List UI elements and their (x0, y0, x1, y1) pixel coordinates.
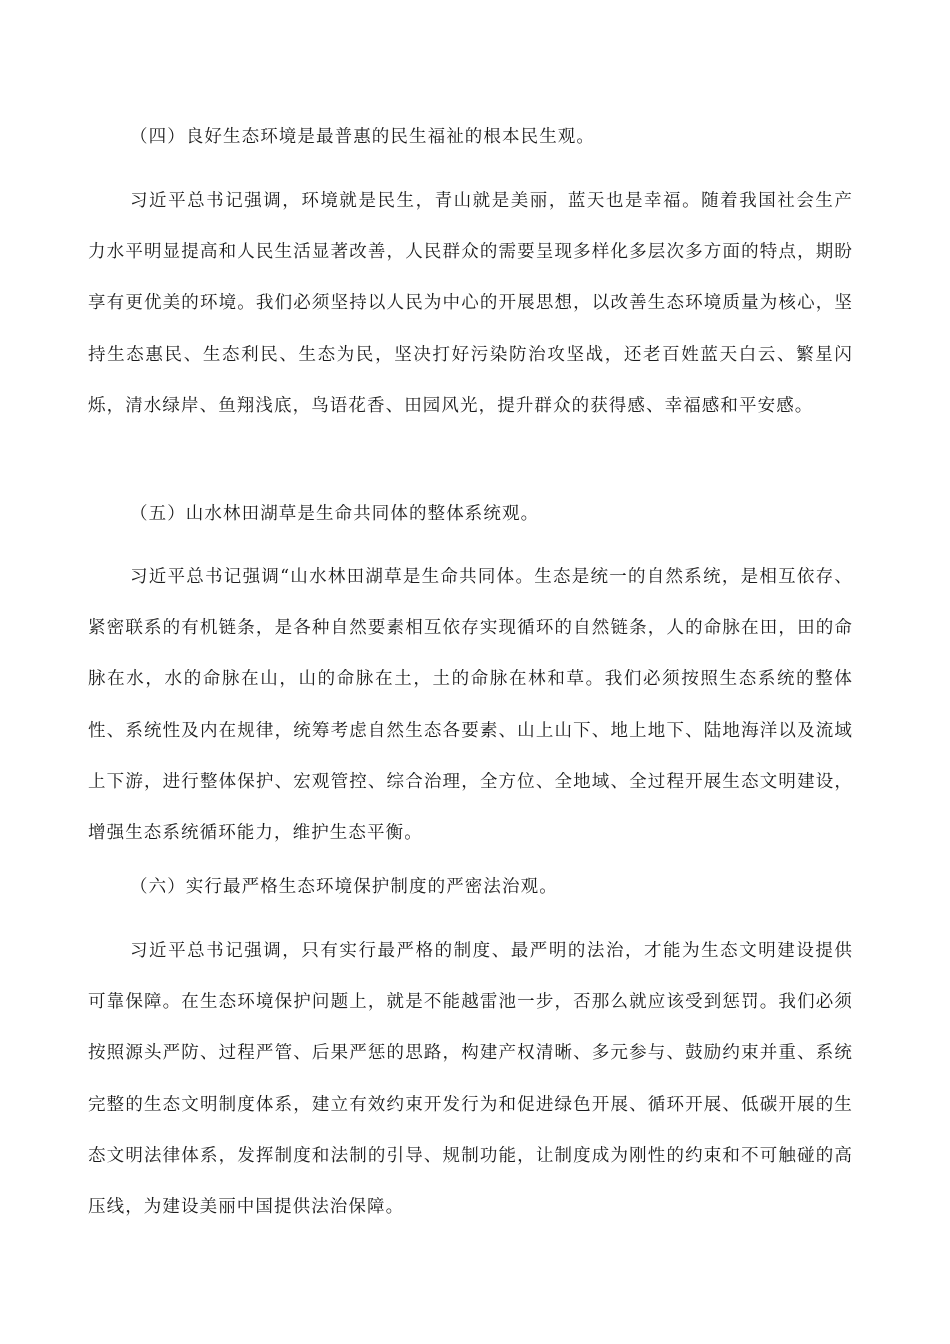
section-heading-four: （四）良好生态环境是最普惠的民生福祉的根本民生观。 (130, 127, 595, 147)
section-paragraph-five: 习近平总书记强调“山水林田湖草是生命共同体。生态是统一的自然系统，是相互依存、紧密联系的有机链条，是各种自然要素相互依存实现循环的自然链条，人的命脉在田，田的命脉在水，水的命脉在山，山的命脉在土，土的命脉在林和草。我们必须按照生态系统的整体性、系统性及内在规律，统筹考虑自然生态各要素、山上山下、地上地下、陆地海洋以及流域上下游，进行整体保护、宏观管控、综合治理，全方位、全地域、全过程开展生态文明建设，增强生态系统循环能力，维护生态平衡。 (88, 567, 853, 844)
section-heading-six: （六）实行最严格生态环境保护制度的严密法治观。 (130, 877, 558, 897)
section-heading-five: （五）山水林田湖草是生命共同体的整体系统观。 (130, 504, 540, 524)
section-paragraph-six: 习近平总书记强调，只有实行最严格的制度、最严明的法治，才能为生态文明建设提供可靠保障。在生态环境保护问题上，就是不能越雷池一步，否那么就应该受到惩罚。我们必须按照源头严防、过程严管、后果严惩的思路，构建产权清晰、多元参与、鼓励约束并重、系统完整的生态文明制度体系，建立有效约束开发行为和促进绿色开展、循环开展、低碳开展的生态文明法律体系，发挥制度和法制的引导、规制功能，让制度成为刚性的约束和不可触碰的高压线，为建设美丽中国提供法治保障。 (88, 941, 853, 1218)
section-paragraph-four: 习近平总书记强调，环境就是民生，青山就是美丽，蓝天也是幸福。随着我国社会生产力水平明显提高和人民生活显著改善，人民群众的需要呈现多样化多层次多方面的特点，期盼享有更优美的环境。我们必须坚持以人民为中心的开展思想，以改善生态环境质量为核心，坚持生态惠民、生态利民、生态为民，坚决打好污染防治攻坚战，还老百姓蓝天白云、繁星闪烁，清水绿岸、鱼翔浅底，鸟语花香、田园风光，提升群众的获得感、幸福感和平安感。 (88, 191, 853, 416)
